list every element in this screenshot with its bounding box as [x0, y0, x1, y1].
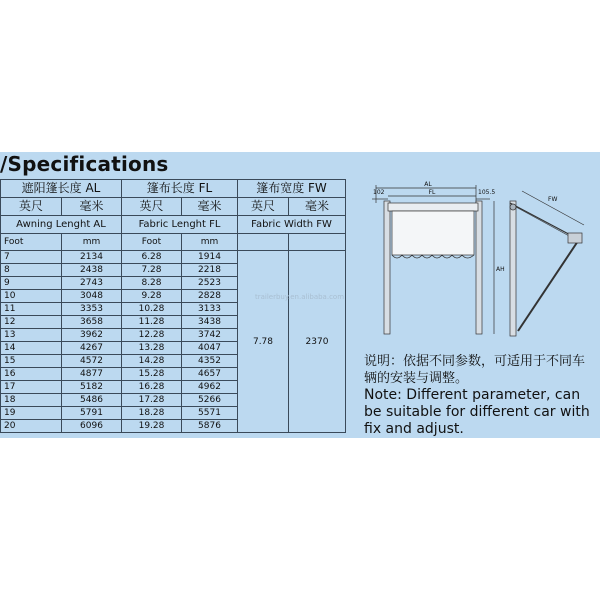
header-fabric-length-cn: 篷布长度 FL	[122, 180, 238, 198]
table-cell: 4657	[182, 368, 238, 381]
unit-en: Foot	[1, 234, 62, 251]
table-cell: 3048	[62, 290, 122, 303]
table-cell: 5486	[62, 394, 122, 407]
table-cell: 2828	[182, 290, 238, 303]
table-cell: 5571	[182, 407, 238, 420]
header-fabric-width-cn: 篷布宽度 FW	[238, 180, 346, 198]
table-cell: 2743	[62, 277, 122, 290]
table-cell: 2523	[182, 277, 238, 290]
unit-cn: 毫米	[62, 198, 122, 216]
dim-fw-label: FW	[548, 196, 558, 203]
unit-en: mm	[62, 234, 122, 251]
fabric-width-mm-cell: 2370	[289, 251, 346, 433]
table-cell: 8	[1, 264, 62, 277]
table-cell: 12	[1, 316, 62, 329]
table-cell: 15.28	[122, 368, 182, 381]
dim-fl-label: FL	[428, 189, 436, 196]
table-cell: 3438	[182, 316, 238, 329]
table-cell: 4267	[62, 342, 122, 355]
table-cell: 20	[1, 420, 62, 433]
awning-diagram	[368, 181, 588, 347]
table-cell: 2218	[182, 264, 238, 277]
table-cell: 7	[1, 251, 62, 264]
specifications-heading: /Specifications	[0, 152, 169, 176]
table-cell: 5791	[62, 407, 122, 420]
table-cell: 1914	[182, 251, 238, 264]
table-cell: 3658	[62, 316, 122, 329]
table-cell: 17	[1, 381, 62, 394]
table-cell: 2438	[62, 264, 122, 277]
header-fabric-length-en: Fabric Lenght FL	[122, 216, 238, 234]
table-cell: 14.28	[122, 355, 182, 368]
unit-cn: 英尺	[122, 198, 182, 216]
unit-en-blank	[289, 234, 346, 251]
table-cell: 8.28	[122, 277, 182, 290]
table-cell: 4877	[62, 368, 122, 381]
spec-table	[0, 179, 346, 433]
table-cell: 5876	[182, 420, 238, 433]
header-awning-length-en: Awning Lenght AL	[1, 216, 122, 234]
table-cell: 4352	[182, 355, 238, 368]
unit-en-blank	[238, 234, 289, 251]
table-cell: 10	[1, 290, 62, 303]
fabric-width-foot-cell: 7.78	[238, 251, 289, 433]
dim-102-label: 102	[373, 189, 385, 196]
table-cell: 4962	[182, 381, 238, 394]
note-english: Note: Different parameter, can be suitable for different car with fix and adjust.	[364, 387, 590, 437]
note-chinese: 说明：依据不同参数，可适用于不同车辆的安装与调整。	[364, 354, 586, 386]
table-cell: 18	[1, 394, 62, 407]
unit-row-en	[1, 234, 346, 251]
unit-row-cn	[1, 198, 346, 216]
table-cell: 6096	[62, 420, 122, 433]
table-cell: 11	[1, 303, 62, 316]
table-cell: 3133	[182, 303, 238, 316]
table-cell: 5266	[182, 394, 238, 407]
table-cell: 3742	[182, 329, 238, 342]
table-cell: 14	[1, 342, 62, 355]
dim-1055-label: 105.5	[478, 189, 496, 196]
table-row	[1, 251, 346, 264]
table-cell: 3353	[62, 303, 122, 316]
unit-cn: 英尺	[1, 198, 62, 216]
table-cell: 7.28	[122, 264, 182, 277]
unit-cn: 英尺	[238, 198, 289, 216]
table-cell: 16.28	[122, 381, 182, 394]
table-cell: 15	[1, 355, 62, 368]
table-cell: 4047	[182, 342, 238, 355]
table-cell: 10.28	[122, 303, 182, 316]
dim-ah-label: AH	[496, 266, 505, 273]
unit-en: mm	[182, 234, 238, 251]
dim-al-label: AL	[424, 181, 432, 188]
table-cell: 6.28	[122, 251, 182, 264]
table-cell: 9	[1, 277, 62, 290]
table-cell: 3962	[62, 329, 122, 342]
table-cell: 13.28	[122, 342, 182, 355]
unit-en: Foot	[122, 234, 182, 251]
table-cell: 9.28	[122, 290, 182, 303]
table-cell: 19	[1, 407, 62, 420]
table-cell: 18.28	[122, 407, 182, 420]
table-cell: 5182	[62, 381, 122, 394]
table-cell: 13	[1, 329, 62, 342]
unit-cn: 毫米	[182, 198, 238, 216]
header-fabric-width-en: Fabric Width FW	[238, 216, 346, 234]
table-cell: 12.28	[122, 329, 182, 342]
table-cell: 11.28	[122, 316, 182, 329]
table-cell: 16	[1, 368, 62, 381]
header-row-cn	[1, 180, 346, 198]
header-row-en	[1, 216, 346, 234]
table-cell: 19.28	[122, 420, 182, 433]
table-cell: 4572	[62, 355, 122, 368]
unit-cn: 毫米	[289, 198, 346, 216]
table-cell: 17.28	[122, 394, 182, 407]
watermark: trailerbuy.en.alibaba.com	[255, 293, 345, 301]
header-awning-length-cn: 遮阳篷长度 AL	[1, 180, 122, 198]
table-cell: 2134	[62, 251, 122, 264]
